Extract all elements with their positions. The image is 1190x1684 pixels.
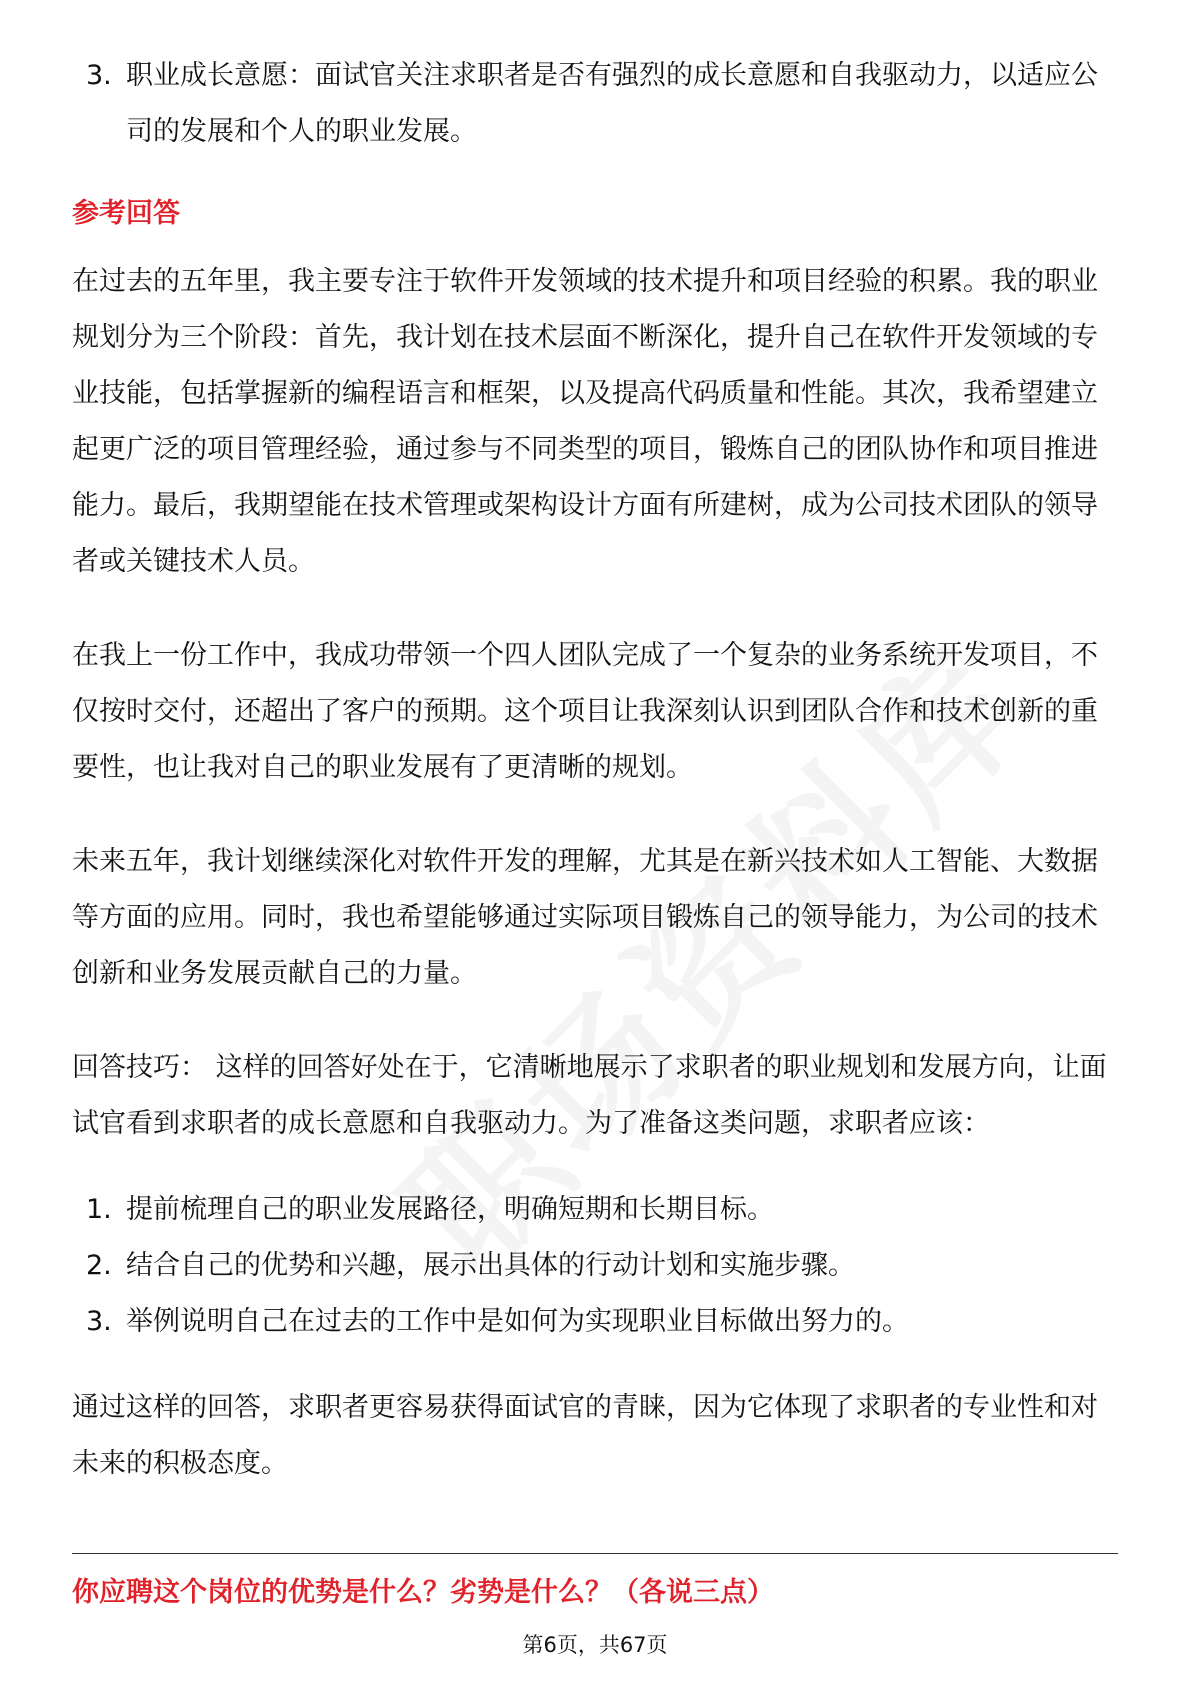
- answer-paragraph-1: 在过去的五年里，我主要专注于软件开发领域的技术提升和项目经验的积累。我的职业规划分为三个阶段：首先，我计划在技术层面不断深化，提升自己在软件开发领域的专业技能，包括掌握新的编程语言和框架，以及提高代码质量和性能。其次，我希望建立起更广泛的项目管理经验，通过参与不同类型的项目，锻炼自己的团队协作和项目推进能力。最后，我期望能在技术管理或架构设计方面有所建树，成为公司技术团队的领导者或关键技术人员。: [72, 266, 1098, 577]
- list-item-number: 2.: [86, 1250, 112, 1281]
- answer-tips-paragraph: 回答技巧： 这样的回答好处在于，它清晰地展示了求职者的职业规划和发展方向，让面试官看到求职者的成长意愿和自我驱动力。为了准备这类问题，求职者应该：: [72, 1052, 1107, 1139]
- answer-paragraph-3: 未来五年，我计划继续深化对软件开发的理解，尤其是在新兴技术如人工智能、大数据等方面的应用。同时，我也希望能够通过实际项目锻炼自己的领导能力，为公司的技术创新和业务发展贡献自己的力量。: [72, 846, 1098, 989]
- list-item-text: 提前梳理自己的职业发展路径，明确短期和长期目标。: [126, 1194, 774, 1225]
- list-item-text: 举例说明自己在过去的工作中是如何为实现职业目标做出努力的。: [126, 1306, 909, 1337]
- section-heading: 参考回答: [72, 198, 180, 229]
- list-item: [72, 1238, 1118, 1294]
- page-footer: 第6页，共67页: [522, 1633, 668, 1657]
- list-item-number: 3.: [86, 60, 112, 91]
- list-item-number: 1.: [86, 1194, 112, 1225]
- page-content: [72, 48, 1118, 1492]
- answer-paragraph-2: 在我上一份工作中，我成功带领一个四人团队完成了一个复杂的业务系统开发项目，不仅按时交付，还超出了客户的预期。这个项目让我深刻认识到团队合作和技术创新的重要性，也让我对自己的职业发展有了更清晰的规划。: [72, 640, 1098, 783]
- list-item-text: 结合自己的优势和兴趣，展示出具体的行动计划和实施步骤。: [126, 1250, 855, 1281]
- list-item: [72, 1182, 1118, 1238]
- list-item-number: 3.: [86, 1306, 112, 1337]
- next-question-heading: 你应聘这个岗位的优势是什么？劣势是什么？（各说三点）: [72, 1577, 774, 1608]
- closing-paragraph: 通过这样的回答，求职者更容易获得面试官的青睐，因为它体现了求职者的专业性和对未来的积极态度。: [72, 1392, 1098, 1479]
- list-item: [72, 1294, 1118, 1350]
- list-item-text: 职业成长意愿：面试官关注求职者是否有强烈的成长意愿和自我驱动力，以适应公司的发展和个人的职业发展。: [126, 60, 1098, 147]
- list-item: [72, 48, 1118, 160]
- section-divider: [72, 1553, 1118, 1554]
